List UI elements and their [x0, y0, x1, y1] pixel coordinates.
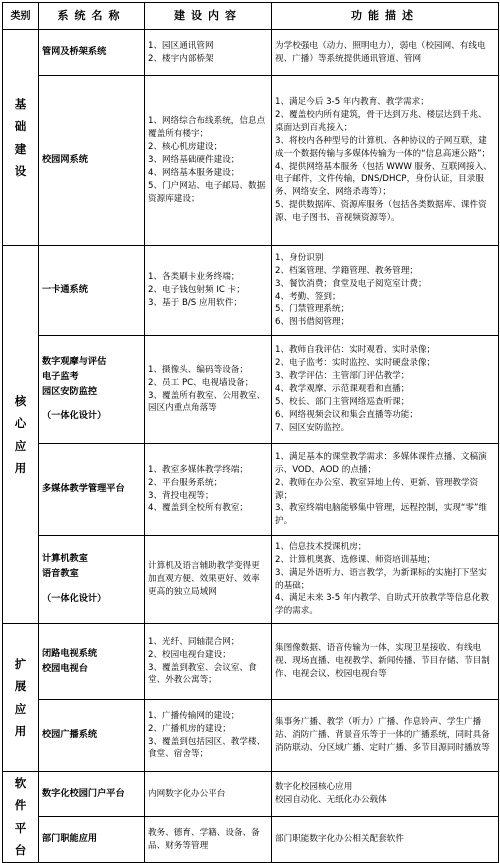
system-name: 数字化校园门户平台	[39, 772, 145, 817]
function-cell: 集图像数据、语音传输为一体，实现卫星接收、有线电视、现场直播、电视教学、新闻传播、节目存储、节目制作、电视会议、校园电视台等	[272, 624, 499, 700]
header-system: 系统名称	[39, 3, 145, 30]
system-name: 校园网系统	[39, 76, 145, 246]
function-cell: 1、身份识别 2、档案管理、学籍管理、教务管理； 3、餐饮消费；食堂及电子阅览室计费； 4、考勤、签到； 5、门禁管理系统； 6、图书借阅管理；	[272, 246, 499, 336]
header-function: 功能描述	[272, 3, 499, 30]
function-cell: 1、满足今后 3-5 年内教育、教学需求； 2、覆盖校内所有建筑，骨干达到万兆、楼层达到千兆、桌面达到百兆接入； 3、将校内各种型号的计算机、各种协议的子网互联，建成一个数据传输与多媒体传输为一体的“信息高速公路”； 4、提供网络基本服务（包括 WWW 服务、互联网接入、电子邮件，文件传输，DNS/DHCP，身份认证，目录服务、网络安全、网络杀毒等）； 5、提供数据库、资源库服务（包括各类数据库、课件资源、电子图书、音视频资源等）。	[272, 76, 499, 246]
category-ext: 扩 展 应 用	[3, 624, 39, 772]
function-cell: 1、满足基本的课堂教学需求：多媒体课件点播、文稿演示、VOD、AOD 的点播； 2、教师在办公室、教室异地上传、更新、管理教学资源； 3、教室终端电脑能够集中管理，远程控制，实现“零”维护。	[272, 444, 499, 536]
content-cell: 1、广播传输网的建设； 2、广播机房的建设； 3、覆盖到包括园区、教学楼、食堂、宿舍等；	[145, 700, 272, 772]
content-cell: 计算机及语言辅助教学变得更加直观方便、效果更好、效率更高的独立局域网	[145, 536, 272, 624]
function-cell: 部门职能数字化办公相关配套软件	[272, 817, 499, 862]
content-cell: 1、摄像头、编码等设备； 2、员工 PC、电视墙设备； 3、覆盖所有教室、公用教室、园区内重点角落等	[145, 336, 272, 444]
category-soft: 软 件 平 台	[3, 772, 39, 863]
header-category: 类别	[3, 3, 39, 30]
header-content: 建设内容	[145, 3, 272, 30]
system-name: 数字观摩与评估 电子监考 园区安防监控 （一体化设计）	[39, 336, 145, 444]
header-row	[3, 3, 499, 30]
system-name: 一卡通系统	[39, 246, 145, 336]
table-row	[3, 700, 499, 772]
system-name: 部门职能应用	[39, 817, 145, 862]
system-name: 多媒体教学管理平台	[39, 444, 145, 536]
content-cell: 1、网络综合布线系统，信息点覆盖所有楼宇； 2、核心机房建设； 3、网络基础硬件建设； 4、网络基本服务建设； 5、门户网站、电子邮局、数据资源库建设；	[145, 76, 272, 246]
system-name: 计算机教室 语音教室 （一体化设计）	[39, 536, 145, 624]
function-cell: 1、教师自我评估：实时观看、实时录像； 2、电子监考：实时监控、实时硬盘录像； 3、教学评估：主管部门评估教学； 4、教学观摩、示范课观看和直播； 5、校长、部门主管网络巡查听课； 6、网络视频会议和集会直播等功能； 7、园区安防监控。	[272, 336, 499, 444]
content-cell: 1、园区通讯管网 2、楼宇内部桥架	[145, 30, 272, 76]
table-row	[3, 817, 499, 862]
function-cell: 数字化校园核心应用 校园自动化、无纸化办公载体	[272, 772, 499, 817]
system-name: 闭路电视系统 校园电视台	[39, 624, 145, 700]
function-cell: 为学校强电（动力、照明电力），弱电（校园网、有线电视、广播）等系统提供通讯管道、管网	[272, 30, 499, 76]
table-row	[3, 772, 499, 817]
content-cell: 教务、德育、学籍、设备、备品、财务等管理	[145, 817, 272, 862]
system-table	[2, 2, 499, 863]
category-core: 核 心 应 用	[3, 246, 39, 624]
content-cell: 1、各类刷卡业务终端； 2、电子钱包射频 IC 卡； 3、基于 B/S 应用软件；	[145, 246, 272, 336]
table-row	[3, 624, 499, 700]
content-cell: 1、教室多媒体教学终端； 2、平台服务系统； 3、背投电视等； 4、覆盖到全校所有教室；	[145, 444, 272, 536]
table-row	[3, 444, 499, 536]
content-cell: 内网数字化办公平台	[145, 772, 272, 817]
table-row	[3, 336, 499, 444]
system-name: 管网及桥架系统	[39, 30, 145, 76]
content-cell: 1、光纤、同轴混合网； 2、校园电视台建设； 3、覆盖到教室、会议室、食堂、外教公寓等；	[145, 624, 272, 700]
category-basic: 基 础 建 设	[3, 30, 39, 246]
table-row	[3, 30, 499, 76]
function-cell: 集事务广播、教学（听力）广播、作息铃声、学生广播站、消防广播、背景音乐等于一体的广播系统，同时具备消防联动、分区域广播、定时广播、多节目源同时播放等	[272, 700, 499, 772]
function-cell: 1、信息技术授课机房； 2、计算机奥赛、选修课、师资培训基地； 3、满足外语听力、语言教学，为新课标的实施打下坚实的基础； 4、满足未来 3-5 年内教学、自助式开放教学等信息化教学的需求。	[272, 536, 499, 624]
table-row	[3, 246, 499, 336]
table-row	[3, 76, 499, 246]
system-name: 校园广播系统	[39, 700, 145, 772]
table-row	[3, 536, 499, 624]
